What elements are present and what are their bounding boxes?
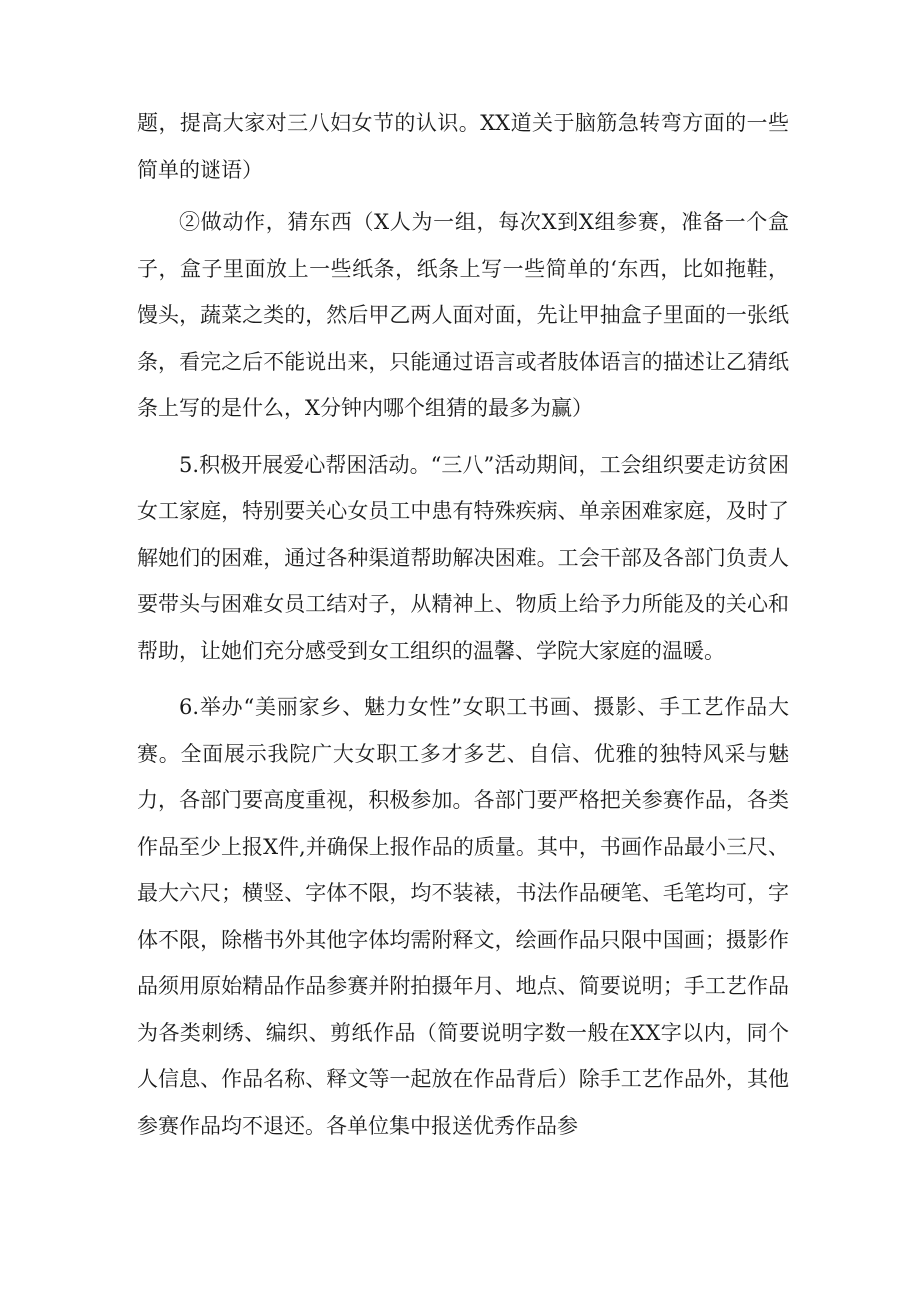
- paragraph-art-competition: 6.举办“美丽家乡、魅力女性”女职工书画、摄影、手工艺作品大赛。全面展示我院广大女职工多才多艺、自信、优雅的独特风采与魅力，各部门要高度重视，积极参加。各部门要严格把关参赛作品，各类作品至少上报X件,并确保上报作品的质量。其中，书画作品最小三尺、最大六尺；横竖、字体不限，均不装裱，书法作品硬笔、毛笔均可，字体不限，除楷书外其他字体均需附释文，绘画作品只限中国画；摄影作品须用原始精品作品参赛并附拍摄年月、地点、简要说明；手工艺作品为各类刺绣、编织、剪纸作品（简要说明字数一般在XX字以内，同个人信息、作品名称、释文等一起放在作品背后）除手工艺作品外，其他参赛作品均不退还。各单位集中报送优秀作品参: [137, 695, 789, 1138]
- paragraph-charity-activity: 5.积极开展爱心帮困活动。“三八”活动期间，工会组织要走访贫困女工家庭，特别要关心女员工中患有特殊疾病、单亲困难家庭，及时了解她们的困难，通过各种渠道帮助解决困难。工会干部及各部门负责人要带头与困难女员工结对子，从精神上、物质上给予力所能及的关心和帮助，让她们充分感受到女工组织的温馨、学院大家庭的温暖。: [137, 452, 789, 663]
- document-body: [137, 100, 789, 1149]
- paragraph-riddle-continuation: 题，提高大家对三八妇女节的认识。XX道关于脑筋急转弯方面的一些简单的谜语）: [137, 111, 789, 182]
- paragraph-guess-by-action: ②做动作，猜东西（X人为一组，每次X到X组参赛，准备一个盒子，盒子里面放上一些纸条，纸条上写一些简单的‘东西，比如拖鞋，馒头，蔬菜之类的，然后甲乙两人面对面，先让甲抽盒子里面的一张纸条，看完之后不能说出来，只能通过语言或者肢体语言的描述让乙猜纸条上写的是什么，X分钟内哪个组猜的最多为赢）: [137, 210, 789, 420]
